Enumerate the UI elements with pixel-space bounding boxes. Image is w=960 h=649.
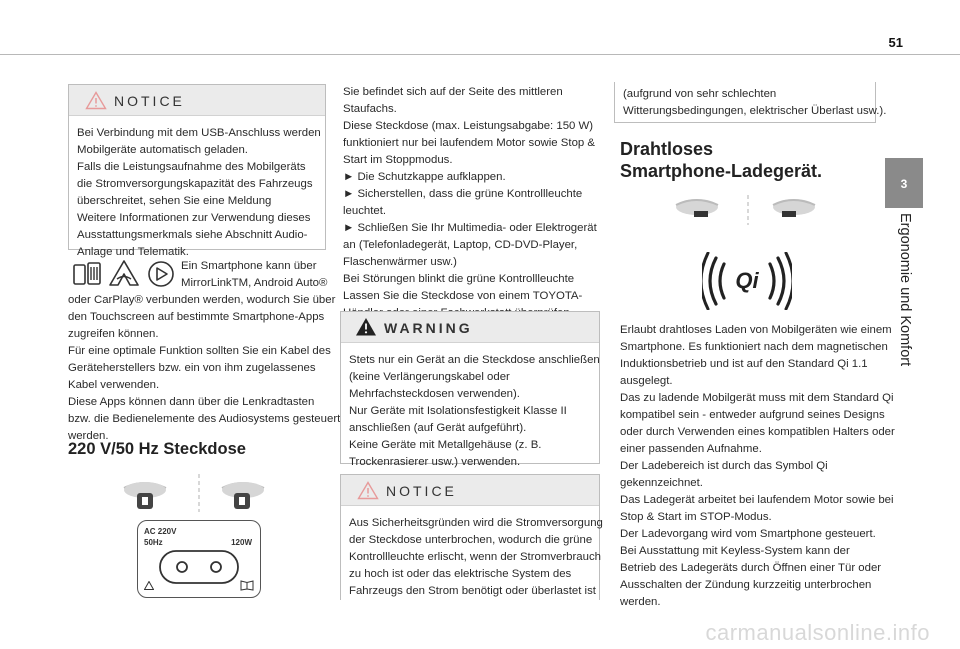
section-heading-socket: 220 V/50 Hz Steckdose bbox=[68, 440, 246, 458]
text-line: Witterungsbedingungen, elektrischer Überlast usw.). bbox=[623, 105, 887, 117]
qi-wireless-symbol bbox=[702, 252, 792, 310]
warning-text bbox=[349, 352, 600, 471]
mirrorlink-icon bbox=[72, 261, 102, 287]
text-line: Ein Smartphone kann über bbox=[181, 260, 317, 272]
text-line: Das zu ladende Mobilgerät muss mit dem Standard Qi bbox=[620, 392, 894, 404]
notice-label: NOTICE bbox=[386, 483, 457, 499]
android-auto-icon bbox=[108, 259, 140, 287]
text-line: Der Ladevorgang wird vom Smartphone gesteuert. bbox=[620, 528, 876, 540]
text-line: kompatibel sein - entweder aufgrund seines Designs bbox=[620, 409, 885, 421]
text-line: anschließen (auf Gerät aufgeführt). bbox=[349, 422, 527, 434]
text-line: Anlage und Telematik. bbox=[77, 246, 189, 258]
notice-box-2-text bbox=[349, 515, 603, 600]
heading-line: Drahtloses bbox=[620, 139, 714, 159]
text-line: Das Ladegerät arbeitet bei laufendem Motor sowie bei bbox=[620, 494, 894, 506]
text-line: bzw. die Bedienelemente des Audiosystems gesteuert bbox=[68, 413, 341, 425]
wireless-description bbox=[620, 322, 895, 611]
text-line: Ausschalten der Zündung kurzzeitig unterbrochen bbox=[620, 579, 872, 591]
text-line: Sie befindet sich auf der Seite des mittleren bbox=[343, 86, 563, 98]
text-line: Mehrfachsteckdosen verwenden). bbox=[349, 388, 520, 400]
text-line: Keine Geräte mit Metallgehäuse (z. B. bbox=[349, 439, 542, 451]
text-line: gekennzeichnet. bbox=[620, 477, 703, 489]
qi-label: Qi bbox=[735, 268, 759, 293]
text-line: Aus Sicherheitsgründen wird die Stromversorgung bbox=[349, 517, 603, 529]
warning-box bbox=[340, 311, 600, 468]
text-line: oder CarPlay® verbunden werden, wodurch Sie über bbox=[68, 294, 336, 306]
text-line: ► Schließen Sie Ihr Multimedia- oder Elektrogerät bbox=[343, 222, 597, 234]
text-line: (keine Verlängerungskabel oder bbox=[349, 371, 510, 383]
notice-box-2-header bbox=[341, 475, 599, 506]
text-line: einer passenden Aufnahme. bbox=[620, 443, 762, 455]
text-line: Weitere Informationen zur Verwendung dieses bbox=[77, 212, 311, 224]
text-line: Betrieb des Ladegeräts durch Öffnen einer Tür oder bbox=[620, 562, 882, 574]
text-line: Smartphone. Es funktioniert nach dem magnetischen bbox=[620, 341, 888, 353]
warning-label: WARNING bbox=[384, 320, 473, 336]
text-line: Erlaubt drahtloses Laden von Mobilgeräten wie einem bbox=[620, 324, 892, 336]
section-heading-wireless bbox=[620, 138, 822, 182]
text-line: werden. bbox=[620, 596, 661, 608]
notice-box-1 bbox=[68, 84, 326, 258]
notice-box-2 bbox=[340, 474, 603, 600]
text-line: den Touchscreen auf bestimmte Smartphone-Apps bbox=[68, 311, 325, 323]
text-line: überschreitet, sehen Sie eine Meldung bbox=[77, 195, 272, 207]
socket-voltage-label: AC 220V bbox=[144, 527, 177, 536]
chapter-title bbox=[880, 213, 930, 383]
chapter-title-text: Ergonomie und Komfort bbox=[897, 213, 913, 367]
socket-frequency-label: 50Hz bbox=[144, 538, 163, 547]
notice-label: NOTICE bbox=[114, 93, 185, 109]
text-line: Nur Geräte mit Isolationsfestigkeit Klasse II bbox=[349, 405, 567, 417]
text-line: Induktionsbetrieb und ist auf den Standard Qi 1.1 bbox=[620, 358, 868, 370]
notice-box-1-header bbox=[69, 85, 325, 116]
notice-box-2-continued bbox=[614, 82, 887, 123]
chapter-tab[interactable]: 3 bbox=[885, 158, 923, 208]
page-number: 51 bbox=[888, 35, 903, 50]
text-line: Geräteherstellers bzw. ein von ihm zugelassenes bbox=[68, 362, 316, 374]
text-line: funktioniert nur bei laufendem Motor sowie Stop & bbox=[343, 137, 595, 149]
car-interior-location-icon bbox=[670, 193, 822, 227]
warning-box-header bbox=[341, 312, 599, 343]
text-line: Bei Verbindung mit dem USB-Anschluss werden bbox=[77, 127, 321, 139]
text-line: Stop & Start im STOP-Modus. bbox=[620, 511, 772, 523]
mirrorlink-text bbox=[68, 292, 341, 445]
text-line: Bei Ausstattung mit Keyless-System kann der bbox=[620, 545, 850, 557]
text-line: werden. bbox=[68, 430, 109, 442]
watermark[interactable]: carmanualsonline.info bbox=[705, 620, 930, 645]
text-line: MirrorLinkTM, Android Auto® bbox=[181, 277, 328, 289]
text-line: Kontrollleuchte erlischt, wenn der Stromverbrauch bbox=[349, 551, 601, 563]
carplay-icon bbox=[146, 259, 176, 289]
text-line: (aufgrund von sehr schlechten bbox=[623, 88, 777, 100]
text-line: zugreifen können. bbox=[68, 328, 159, 340]
socket-description bbox=[343, 84, 605, 322]
text-line: Start im Stoppmodus. bbox=[343, 154, 453, 166]
text-line: Für eine optimale Funktion sollten Sie ein Kabel des bbox=[68, 345, 331, 357]
car-interior-location-icon bbox=[118, 472, 270, 514]
text-line: Staufachs. bbox=[343, 103, 397, 115]
text-line: zu hoch ist oder das elektrische System des bbox=[349, 568, 572, 580]
text-line: die Stromversorgungskapazität des Fahrzeugs bbox=[77, 178, 313, 190]
text-line: der Steckdose unterbrochen, wodurch die grüne bbox=[349, 534, 593, 546]
text-line: Fahrzeugs den Strom benötigt oder überlastet ist bbox=[349, 585, 596, 597]
text-line: Diese Apps können dann über die Lenkradtasten bbox=[68, 396, 315, 408]
text-line: oder durch Verwenden eines kompatiblen Halters oder bbox=[620, 426, 895, 438]
text-line: Diese Steckdose (max. Leistungsabgabe: 150 W) bbox=[343, 120, 594, 132]
warning-icon bbox=[355, 317, 377, 337]
text-line: ► Die Schutzkappe aufklappen. bbox=[343, 171, 506, 183]
text-line: Stets nur ein Gerät an die Steckdose anschließen bbox=[349, 354, 600, 366]
notice-continued-text bbox=[623, 86, 887, 120]
text-line: leuchtet. bbox=[343, 205, 387, 217]
text-line: Der Ladebereich ist durch das Symbol Qi bbox=[620, 460, 828, 472]
text-line: Mobilgeräte automatisch geladen. bbox=[77, 144, 248, 156]
text-line: Flaschenwärmer usw.) bbox=[343, 256, 457, 268]
socket-manual-icon bbox=[240, 580, 254, 591]
notice-box-1-text bbox=[77, 125, 323, 261]
header-divider bbox=[0, 54, 960, 55]
text-line: Trockenrasierer usw.) verwenden. bbox=[349, 456, 521, 468]
mirrorlink-text-top bbox=[181, 258, 327, 292]
text-line: ausgelegt. bbox=[620, 375, 673, 387]
text-line: Ausstattungsmerkmals siehe Abschnitt Audio- bbox=[77, 229, 308, 241]
notice-warning-icon bbox=[357, 481, 379, 500]
text-line: ► Sicherstellen, dass die grüne Kontrollleuchte bbox=[343, 188, 583, 200]
socket-outlet-icon bbox=[158, 549, 240, 585]
text-line: an (Telefonladegerät, Laptop, CD-DVD-Player, bbox=[343, 239, 578, 251]
heading-line: Smartphone-Ladegerät. bbox=[620, 161, 823, 181]
socket-illustration bbox=[137, 520, 261, 598]
text-line: Falls die Leistungsaufnahme des Mobilgeräts bbox=[77, 161, 306, 173]
text-line: Lassen Sie die Steckdose von einem TOYOTA- bbox=[343, 290, 583, 302]
socket-power-label: 120W bbox=[231, 538, 252, 547]
text-line: Bei Störungen blinkt die grüne Kontrollleuchte bbox=[343, 273, 575, 285]
socket-warning-icon bbox=[144, 581, 154, 590]
notice-warning-icon bbox=[85, 91, 107, 110]
text-line: Kabel verwenden. bbox=[68, 379, 160, 391]
